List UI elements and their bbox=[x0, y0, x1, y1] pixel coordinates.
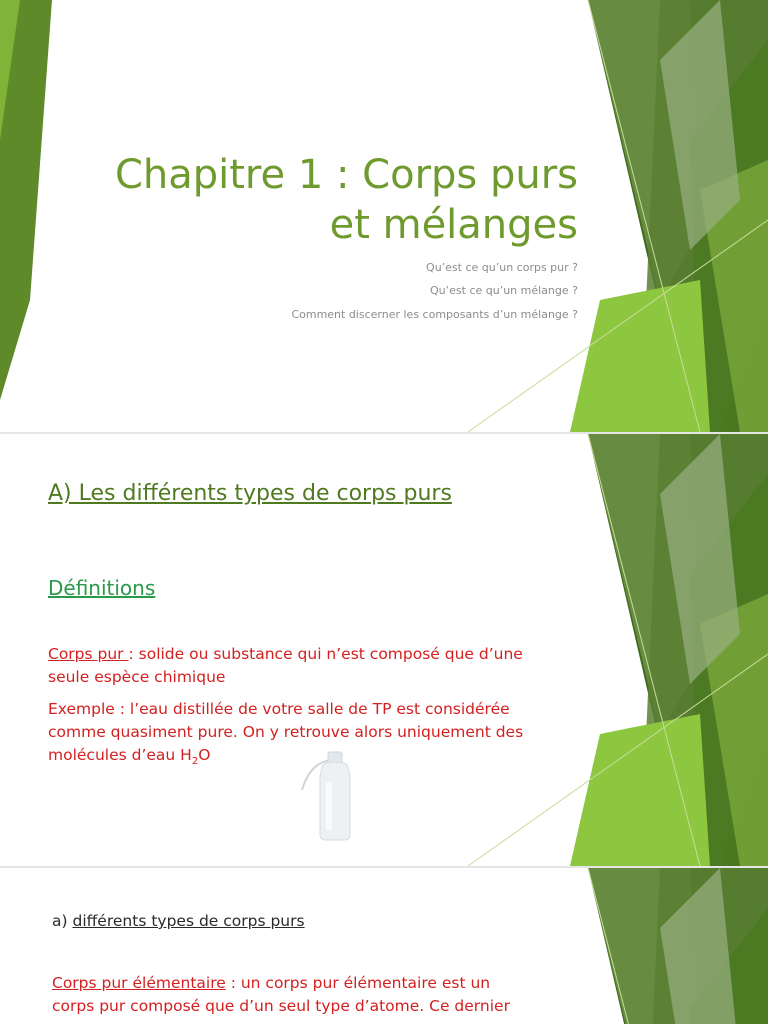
title-slide bbox=[0, 0, 768, 432]
types-slide bbox=[0, 868, 768, 1024]
heading-link-text: différents types de corps purs bbox=[72, 912, 305, 930]
example-line-3: molécules d’eau H bbox=[48, 746, 192, 764]
definitions-heading: Définitions bbox=[48, 576, 156, 600]
term-corps-pur: Corps pur bbox=[48, 645, 129, 663]
example-line-1: Exemple : l’eau distillée de votre salle de TP est considérée bbox=[48, 700, 510, 718]
title-line-1: Chapitre 1 : Corps purs bbox=[114, 152, 578, 198]
question-3: Comment discerner les composants d’un mélange ? bbox=[291, 308, 578, 321]
heading-prefix: a) bbox=[52, 912, 73, 930]
definition-block bbox=[48, 643, 523, 689]
question-1: Qu’est ce qu’un corps pur ? bbox=[426, 261, 578, 274]
elementary-definition bbox=[52, 972, 510, 1018]
definition-line-2: seule espèce chimique bbox=[48, 668, 226, 686]
elementary-line-2: corps pur composé que d’un seul type d’atome. Ce dernier bbox=[52, 997, 510, 1015]
title-line-2: et mélanges bbox=[329, 202, 578, 248]
question-2: Qu’est ce qu’un mélange ? bbox=[430, 284, 578, 297]
example-block bbox=[48, 698, 523, 773]
definitions-slide bbox=[0, 434, 768, 866]
section-heading: A) Les différents types de corps purs bbox=[48, 481, 452, 506]
types-heading bbox=[52, 912, 305, 930]
slide-title bbox=[115, 150, 578, 250]
example-line-3-end: O bbox=[198, 746, 211, 764]
definition-text: : solide ou substance qui n’est composé que d’une bbox=[128, 645, 523, 663]
example-line-2: comme quasiment pure. On y retrouve alors uniquement des bbox=[48, 723, 524, 741]
wash-bottle-icon bbox=[292, 742, 372, 846]
subscript-2: 2 bbox=[191, 756, 199, 768]
term-corps-pur-elementaire: Corps pur élémentaire bbox=[52, 974, 226, 992]
elementary-line-1: : un corps pur élémentaire est un bbox=[225, 974, 491, 992]
